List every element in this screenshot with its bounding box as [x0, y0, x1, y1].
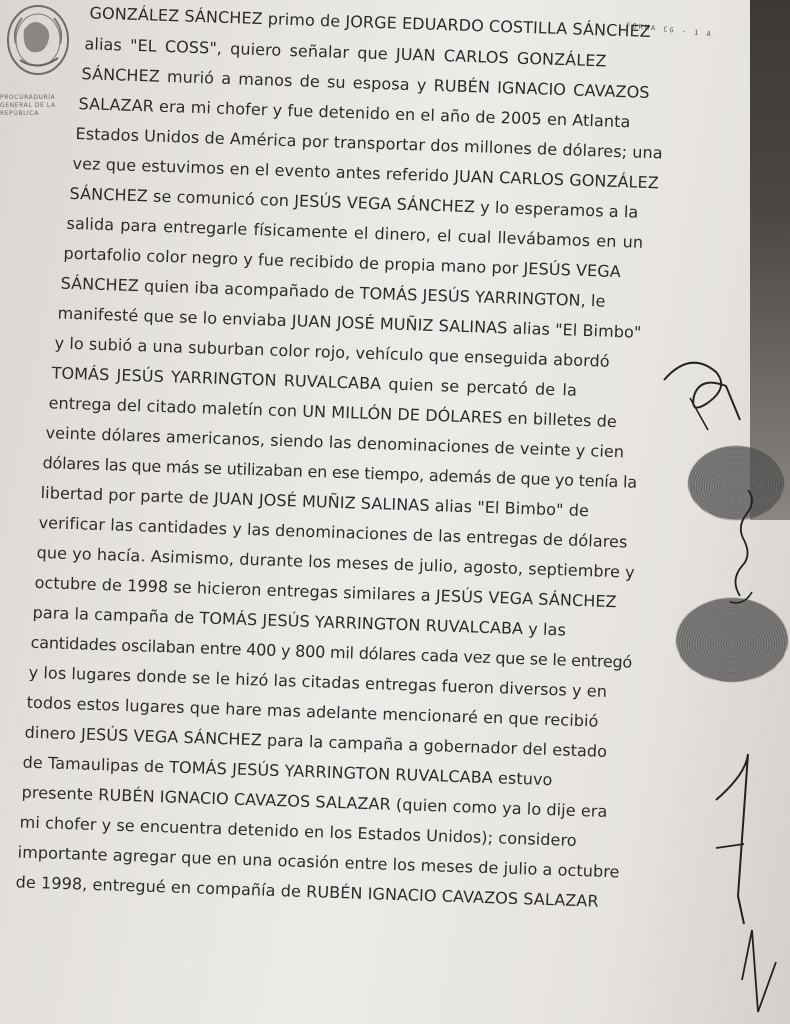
text-line: que yo hacía. Asimismo, durante los meses de julio, agosto, septiembre y — [36, 542, 636, 582]
text-line: todos estos lugares que hare mas adelante mencionaré en que recibió — [26, 692, 599, 731]
text-line: de 1998, entregué en compañía de RUBÉN IGNACIO CAVAZOS SALAZAR — [15, 872, 599, 911]
institution-side-label: PROCURADURÍA GENERAL DE LA REPÚBLICA — [0, 94, 56, 117]
text-line: SÁNCHEZ se comunicó con JESÚS VEGA SÁNCHEZ y lo esperamos a la — [69, 183, 639, 222]
text-line: GONZÁLEZ SÁNCHEZ primo de JORGE EDUARDO COSTILLA SÁNCHEZ — [89, 3, 652, 41]
text-line: verificar las cantidades y las denominaciones de las entregas de dólares — [38, 512, 628, 552]
text-line: portafolio color negro y fue recibido de propia mano por JESÚS VEGA — [63, 243, 622, 282]
text-line: SÁNCHEZ murió a manos de su esposa y RUBÉN IGNACIO CAVAZOS — [81, 64, 650, 102]
text-line: para la campaña de TOMÁS JESÚS YARRINGTON RUVALCABA y las — [32, 602, 567, 640]
text-line: SALAZAR era mi chofer y fue detenido en el año de 2005 en Atlanta — [78, 94, 631, 132]
text-line: salida para entregarle físicamente el dinero, el cual llevábamos en un — [66, 213, 644, 252]
text-line: Estados Unidos de América por transportar dos millones de dólares; una — [75, 123, 664, 163]
text-line: libertad por parte de JUAN JOSÉ MUÑIZ SALINAS alias "El Bimbo" de — [40, 483, 590, 521]
text-line: TOMÁS JESÚS YARRINGTON RUVALCABA quien se percató de la — [51, 363, 578, 400]
text-line: importante agregar que en una ocasión entre los meses de julio a octubre — [17, 842, 620, 882]
text-line: entrega del citado maletín con UN MILLÓN DE DÓLARES en billetes de — [48, 393, 618, 432]
form-code-label: FORMA CG - 1 A — [625, 21, 714, 39]
text-line: cantidades oscilaban entre 400 y 800 mil dólares cada vez que se le entregó — [30, 632, 633, 672]
text-line: y los lugares donde se le hizó las citadas entregas fueron diversos y en — [28, 662, 608, 701]
text-line: dinero JESÚS VEGA SÁNCHEZ para la campaña a gobernador del estado — [24, 722, 608, 761]
text-line: mi chofer y se encuentra detenido en los Estados Unidos); considero — [19, 812, 578, 850]
text-line: manifesté que se lo enviaba JUAN JOSÉ MUÑIZ SALINAS alias "El Bimbo" — [57, 303, 642, 342]
text-line: y lo subió a una suburban color rojo, vehículo que enseguida abordó — [54, 333, 611, 371]
text-line: vez que estuvimos en el evento antes referido JUAN CARLOS GONZÁLEZ — [72, 153, 660, 193]
text-line: octubre de 1998 se hicieron entregas similares a JESÚS VEGA SÁNCHEZ — [34, 572, 617, 612]
text-line: dólares las que más se utilizaban en ese tiempo, además de que yo tenía la — [42, 453, 638, 492]
text-line: alias "EL COSS", quiero señalar que JUAN CARLOS GONZÁLEZ — [84, 34, 607, 71]
text-line: de Tamaulipas de TOMÁS JESÚS YARRINGTON RUVALCABA estuvo — [22, 752, 553, 790]
text-line: SÁNCHEZ quien iba acompañado de TOMÁS JESÚS YARRINGTON, le — [60, 273, 606, 311]
text-line: presente RUBÉN IGNACIO CAVAZOS SALAZAR (quien como ya lo dije era — [21, 782, 608, 821]
text-line: veinte dólares americanos, siendo las denominaciones de veinte y cien — [45, 423, 625, 462]
